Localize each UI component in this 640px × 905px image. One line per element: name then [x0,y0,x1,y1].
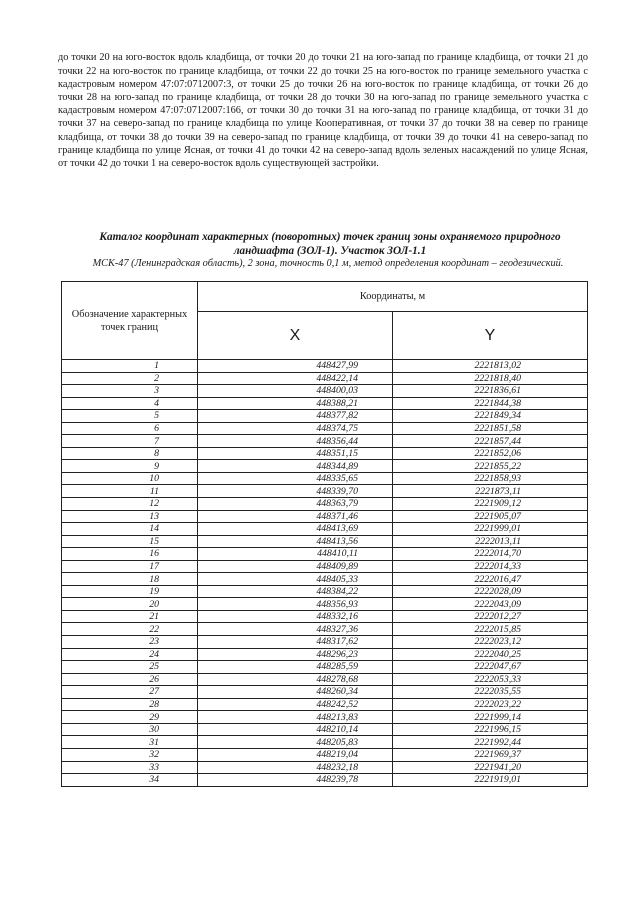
table-row [62,485,588,498]
x-value: 448219,04 [198,748,393,761]
point-number: 17 [62,560,198,573]
x-value: 448210,14 [198,723,393,736]
x-value: 448413,69 [198,523,393,536]
table-row [62,435,588,448]
x-value: 448400,03 [198,385,393,398]
y-value: 2221858,93 [393,472,588,485]
y-value: 2221909,12 [393,498,588,511]
table-row [62,523,588,536]
table-row [62,736,588,749]
x-value: 448356,93 [198,598,393,611]
table-row [62,711,588,724]
x-value: 448422,14 [198,372,393,385]
point-number: 7 [62,435,198,448]
point-number: 13 [62,510,198,523]
y-value: 2222035,55 [393,686,588,699]
y-value: 2222040,25 [393,648,588,661]
x-value: 448278,68 [198,673,393,686]
table-row [62,560,588,573]
table-row [62,410,588,423]
y-value: 2222047,67 [393,661,588,674]
point-number: 33 [62,761,198,774]
x-value: 448384,22 [198,585,393,598]
y-value: 2221852,06 [393,447,588,460]
x-value: 448405,33 [198,573,393,586]
coordinates-header: Координаты, м [198,282,588,312]
table-row [62,723,588,736]
table-row [62,397,588,410]
x-value: 448351,15 [198,447,393,460]
point-number: 16 [62,548,198,561]
y-value: 2221999,01 [393,523,588,536]
coordinates-body [62,360,588,787]
point-number: 6 [62,422,198,435]
table-row [62,774,588,787]
table-row [62,573,588,586]
point-number: 31 [62,736,198,749]
table-row [62,610,588,623]
point-number: 9 [62,460,198,473]
point-number: 4 [62,397,198,410]
point-number: 30 [62,723,198,736]
point-number: 28 [62,698,198,711]
y-value: 2222043,09 [393,598,588,611]
x-value: 448363,79 [198,498,393,511]
x-value: 448374,75 [198,422,393,435]
y-value: 2222015,85 [393,623,588,636]
point-number: 23 [62,636,198,649]
x-value: 448296,23 [198,648,393,661]
x-value: 448409,89 [198,560,393,573]
table-row [62,422,588,435]
table-row [62,385,588,398]
table-row [62,648,588,661]
y-value: 2221851,58 [393,422,588,435]
x-value: 448427,99 [198,360,393,373]
y-value: 2222053,33 [393,673,588,686]
y-value: 2222012,27 [393,610,588,623]
table-row [62,548,588,561]
x-value: 448344,89 [198,460,393,473]
point-number: 34 [62,774,198,787]
point-number: 11 [62,485,198,498]
y-value: 2221999,14 [393,711,588,724]
x-value: 448377,82 [198,410,393,423]
x-value: 448335,65 [198,472,393,485]
y-value: 2222028,09 [393,585,588,598]
catalog-title: Каталог координат характерных (поворотных) точек границ зоны охраняемого природного ландшафта (ЗОЛ-1). Участок ЗОЛ-1.1 [99,231,561,257]
x-value: 448356,44 [198,435,393,448]
point-number: 21 [62,610,198,623]
table-row [62,748,588,761]
point-number: 10 [62,472,198,485]
y-value: 2221905,07 [393,510,588,523]
point-number: 29 [62,711,198,724]
point-number: 26 [62,673,198,686]
y-value: 2221849,34 [393,410,588,423]
y-value: 2222023,12 [393,636,588,649]
point-number: 22 [62,623,198,636]
y-value: 2222023,22 [393,698,588,711]
x-value: 448317,62 [198,636,393,649]
y-value: 2222016,47 [393,573,588,586]
point-number: 3 [62,385,198,398]
x-header: X [198,312,393,360]
point-number: 32 [62,748,198,761]
table-row [62,460,588,473]
catalog-subtitle: МСК-47 (Ленинградская область), 2 зона, точность 0,1 м, метод определения координат – геодезический. [92,258,564,269]
y-value: 2222014,33 [393,560,588,573]
description-paragraph: до точки 20 на юго-восток вдоль кладбища, от точки 20 до точки 21 на юго-запад по границе кладбища, от точки 21 до точки 22 на юго-восток по границе кладбища, от точки 22 до точки 25 на юго-восток по границе земельного участка с кадастровым номером 47:07:0712007:3, от точки 25 до точки 26 на юго-восток по границе кладбища, от точки 26 до точки 28 на юго-запад по границе кладбища, от точки 28 до точки 30 на юго-запад по границе земельного участка с кадастровым номером 47:07:0712007:166, от точки 30 до точки 31 на юго-запад по границе кладбища, от точки 31 до точки 37 на северо-запад по границе кладбища по улице Кооперативная, от точки 37 до точки 38 на север по границе кладбища, от точки 38 до точки 39 на северо-запад по границе кладбища, от точки 39 до точки 41 на северо-запад по границе кладбища по улице Ясная, от точки 41 до точки 42 на северо-запад вдоль зеленых насаждений по улице Ясная, от точки 42 до точки 1 на северо-восток вдоль существующей застройки. [58,52,588,169]
y-value: 2221941,20 [393,761,588,774]
table-row [62,623,588,636]
table-row [62,761,588,774]
table-row [62,498,588,511]
y-value: 2221813,02 [393,360,588,373]
x-value: 448413,56 [198,535,393,548]
point-number: 5 [62,410,198,423]
point-number: 25 [62,661,198,674]
point-name-header: Обозначение характерных точек границ [62,282,198,360]
table-row [62,372,588,385]
y-value: 2221873,11 [393,485,588,498]
y-value: 2222014,70 [393,548,588,561]
table-row [62,673,588,686]
point-number: 12 [62,498,198,511]
coordinates-table [61,281,588,787]
table-row [62,472,588,485]
x-value: 448232,18 [198,761,393,774]
y-header: Y [393,312,588,360]
table-row [62,535,588,548]
x-value: 448242,52 [198,698,393,711]
point-number: 15 [62,535,198,548]
point-number: 20 [62,598,198,611]
y-value: 2221818,40 [393,372,588,385]
point-number: 1 [62,360,198,373]
x-value: 448213,83 [198,711,393,724]
x-value: 448332,16 [198,610,393,623]
x-value: 448327,36 [198,623,393,636]
table-row [62,598,588,611]
table-row [62,360,588,373]
point-number: 27 [62,686,198,699]
x-value: 448371,46 [198,510,393,523]
point-number: 8 [62,447,198,460]
x-value: 448410,11 [198,548,393,561]
y-value: 2221996,15 [393,723,588,736]
y-value: 2221919,01 [393,774,588,787]
point-number: 14 [62,523,198,536]
x-value: 448285,59 [198,661,393,674]
table-row [62,585,588,598]
y-value: 2221836,61 [393,385,588,398]
table-row [62,661,588,674]
y-value: 2222013,11 [393,535,588,548]
table-row [62,447,588,460]
y-value: 2221855,22 [393,460,588,473]
point-number: 18 [62,573,198,586]
x-value: 448239,78 [198,774,393,787]
point-number: 24 [62,648,198,661]
point-number: 2 [62,372,198,385]
table-row [62,510,588,523]
y-value: 2221857,44 [393,435,588,448]
y-value: 2221969,37 [393,748,588,761]
x-value: 448339,70 [198,485,393,498]
point-number: 19 [62,585,198,598]
x-value: 448205,83 [198,736,393,749]
table-row [62,636,588,649]
x-value: 448388,21 [198,397,393,410]
table-row [62,686,588,699]
y-value: 2221844,38 [393,397,588,410]
x-value: 448260,34 [198,686,393,699]
y-value: 2221992,44 [393,736,588,749]
table-row [62,698,588,711]
